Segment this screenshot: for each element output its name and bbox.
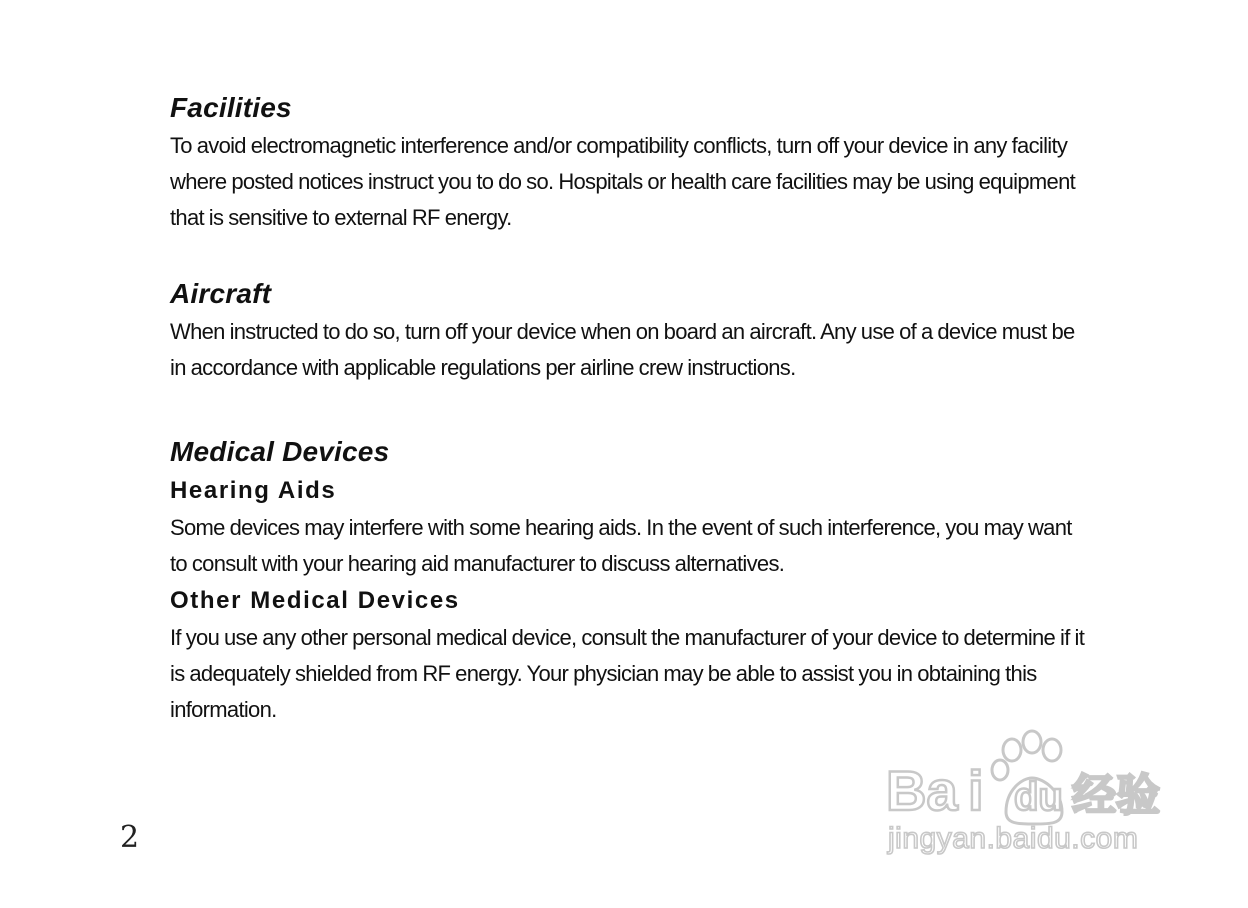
aircraft-text: When instructed to do so, turn off your device when on board an aircraft. Any use of a device must be in accordance with applicable regulations per airline crew instructions. xyxy=(170,319,1075,380)
spacer xyxy=(170,236,1090,274)
hearing-aids-heading: Hearing Aids xyxy=(170,477,337,504)
page-number: 2 xyxy=(120,820,140,855)
medical-devices-heading: Medical Devices xyxy=(170,436,390,467)
svg-text:Ba: Ba xyxy=(886,759,958,822)
other-medical-devices-heading: Other Medical Devices xyxy=(170,587,460,614)
svg-text:du: du xyxy=(1014,775,1063,819)
svg-text:i: i xyxy=(968,759,984,822)
facilities-heading: Facilities xyxy=(170,92,292,123)
svg-text:经验: 经验 xyxy=(1072,771,1160,820)
aircraft-heading: Aircraft xyxy=(170,278,272,309)
document-content xyxy=(170,88,1090,728)
hearing-aids-text: Some devices may interfere with some hearing aids. In the event of such interference, you may want to consult with your hearing aid manufacturer to discuss alternatives. xyxy=(170,515,1072,576)
baidu-jingyan-watermark xyxy=(884,720,1184,860)
facilities-text: To avoid electromagnetic interference and/or compatibility conflicts, turn off your device in any facility where posted notices instruct you to do so. Hospitals or health care facilities may be using equipment that is sensitive to external RF energy. xyxy=(170,133,1076,230)
svg-text:jingyan.baidu.com: jingyan.baidu.com xyxy=(888,822,1139,855)
baidu-logo-icon xyxy=(884,720,1184,860)
spacer xyxy=(170,386,1090,432)
other-medical-devices-text: If you use any other personal medical device, consult the manufacturer of your device to determine if it is adequately shielded from RF energy. Your physician may be able to assist you in obtaining this information. xyxy=(170,625,1085,722)
